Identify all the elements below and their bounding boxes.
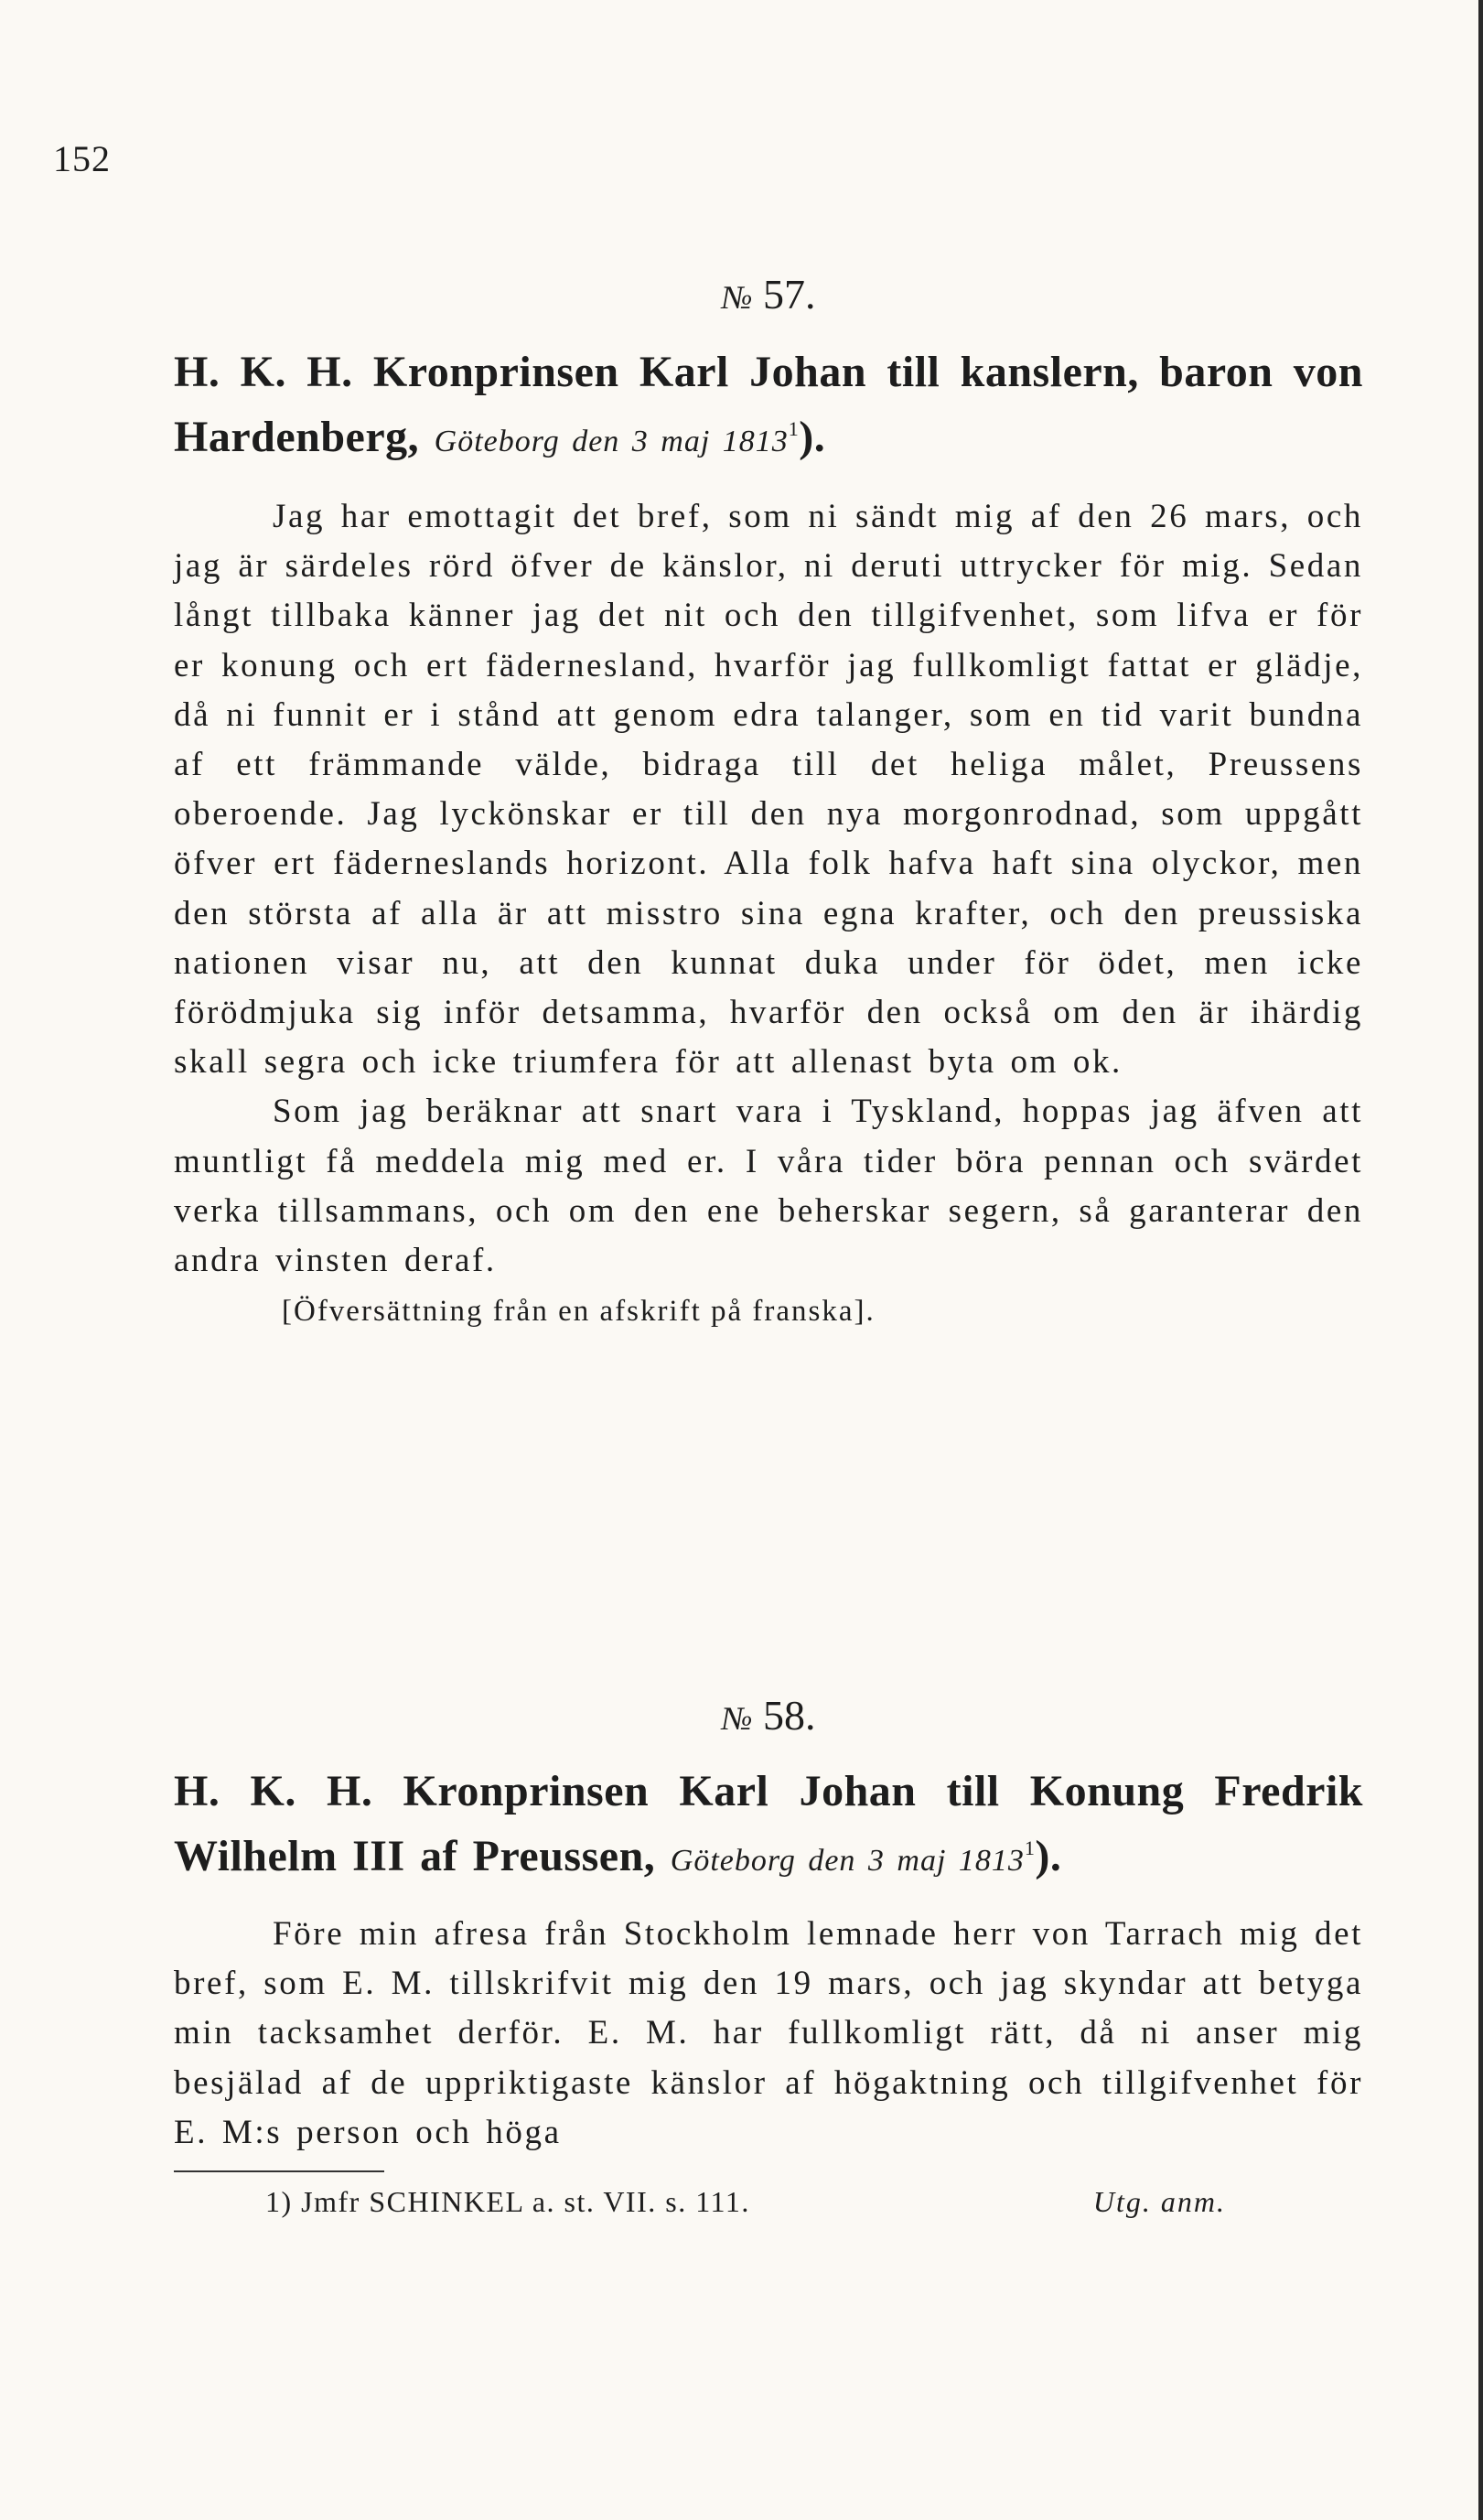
number-sign: № [721, 1700, 753, 1737]
letter-number [174, 1691, 1363, 1739]
letter-number [174, 270, 1363, 318]
paragraph: Jag har emottagit det bref, som ni sändt mig af den 26 mars, och jag är särdeles rörd öfver de känslor, ni deruti uttrycker för mig. Sedan långt tillbaka känner jag det nit och den tillgifvenhet, som lifva er för er konung och ert fädernesland, hvarför jag fullkomligt fattat er glädje, då ni funnit er i stånd att genom edra talanger, som en tid varit bundna af ett främmande välde, bidraga till det heliga målet, Preussens oberoende. Jag lyckönskar er till den nya morgonrodnad, som uppgått öfver ert fäderneslands horizont. Alla folk hafva haft sina olyckor, men den största af alla är att misstro sina egna krafter, och den preussiska nationen visar nu, att den kunnat duka under för ödet, men icke förödmjuka sig inför detsamma, hvarför den också om den är ihärdig skall segra och icke triumfera för att allenast byta om ok. [174, 498, 1363, 1082]
footnote-ref: 1 [788, 417, 800, 440]
footnote-text [265, 2185, 750, 2219]
letter-number-value: 57. [762, 271, 816, 318]
translation-note: [Öfversättning från en afskrift på franska]. [282, 1295, 876, 1329]
letter-place-date: Göteborg den 3 maj 1813 [434, 425, 789, 458]
letter-title: H. K. H. Kronprinsen Karl Johan till kanslern, baron von Hardenberg, [174, 348, 1363, 461]
footnote-ref: 1 [1024, 1836, 1036, 1859]
letter-heading: H. K. H. Kronprinsen Karl Johan till kanslern, baron von Hardenberg, Göteborg den 3 maj 1813$^1$). [174, 348, 1363, 461]
letter-number-value: 58. [762, 1692, 816, 1739]
letter-58 [174, 1691, 1363, 2219]
paragraph: Före min afresa från Stockholm lemnade herr von Tarrach mig det bref, som E. M. tillskrifvit mig den 19 mars, och jag skyndar att betyga min tacksamhet derför. E. M. har fullkomligt rätt, då ni anser mig besjälad af de uppriktigaste känslor af högaktning och tillgifvenhet för E. M:s person och höga [174, 1915, 1363, 2151]
letter-place-date: Göteborg den 3 maj 1813 [670, 1844, 1025, 1878]
footnote-rule [174, 2170, 384, 2172]
footnote [174, 2185, 1363, 2219]
letter-heading: H. K. H. Kronprinsen Karl Johan till Konung Fredrik Wilhelm III af Preussen, Göteborg den 3 maj 1813$^1$). [174, 1767, 1363, 1880]
letter-57 [174, 270, 1363, 1329]
page-edge [1478, 0, 1483, 2520]
letter-body [174, 1910, 1363, 2158]
paragraph: Som jag beräknar att snart vara i Tyskland, hoppas jag äfven att muntligt få meddela mig med er. I våra tider böra pennan och svärdet verka tillsammans, och om den ene beherskar segern, så garanterar den andra vinsten deraf. [174, 1093, 1363, 1280]
page-number: 152 [53, 138, 111, 179]
footnote-marker: 1 [265, 2185, 282, 2219]
number-sign: № [721, 279, 753, 316]
editor-annotation: Utg. anm. [1092, 2185, 1226, 2219]
letter-title: H. K. H. Kronprinsen Karl Johan till Konung Fredrik Wilhelm III af Preussen, [174, 1767, 1363, 1880]
footnote-body: ) Jmfr SCHINKEL a. st. VII. s. 111. [281, 2185, 750, 2219]
letter-body [174, 492, 1363, 1286]
